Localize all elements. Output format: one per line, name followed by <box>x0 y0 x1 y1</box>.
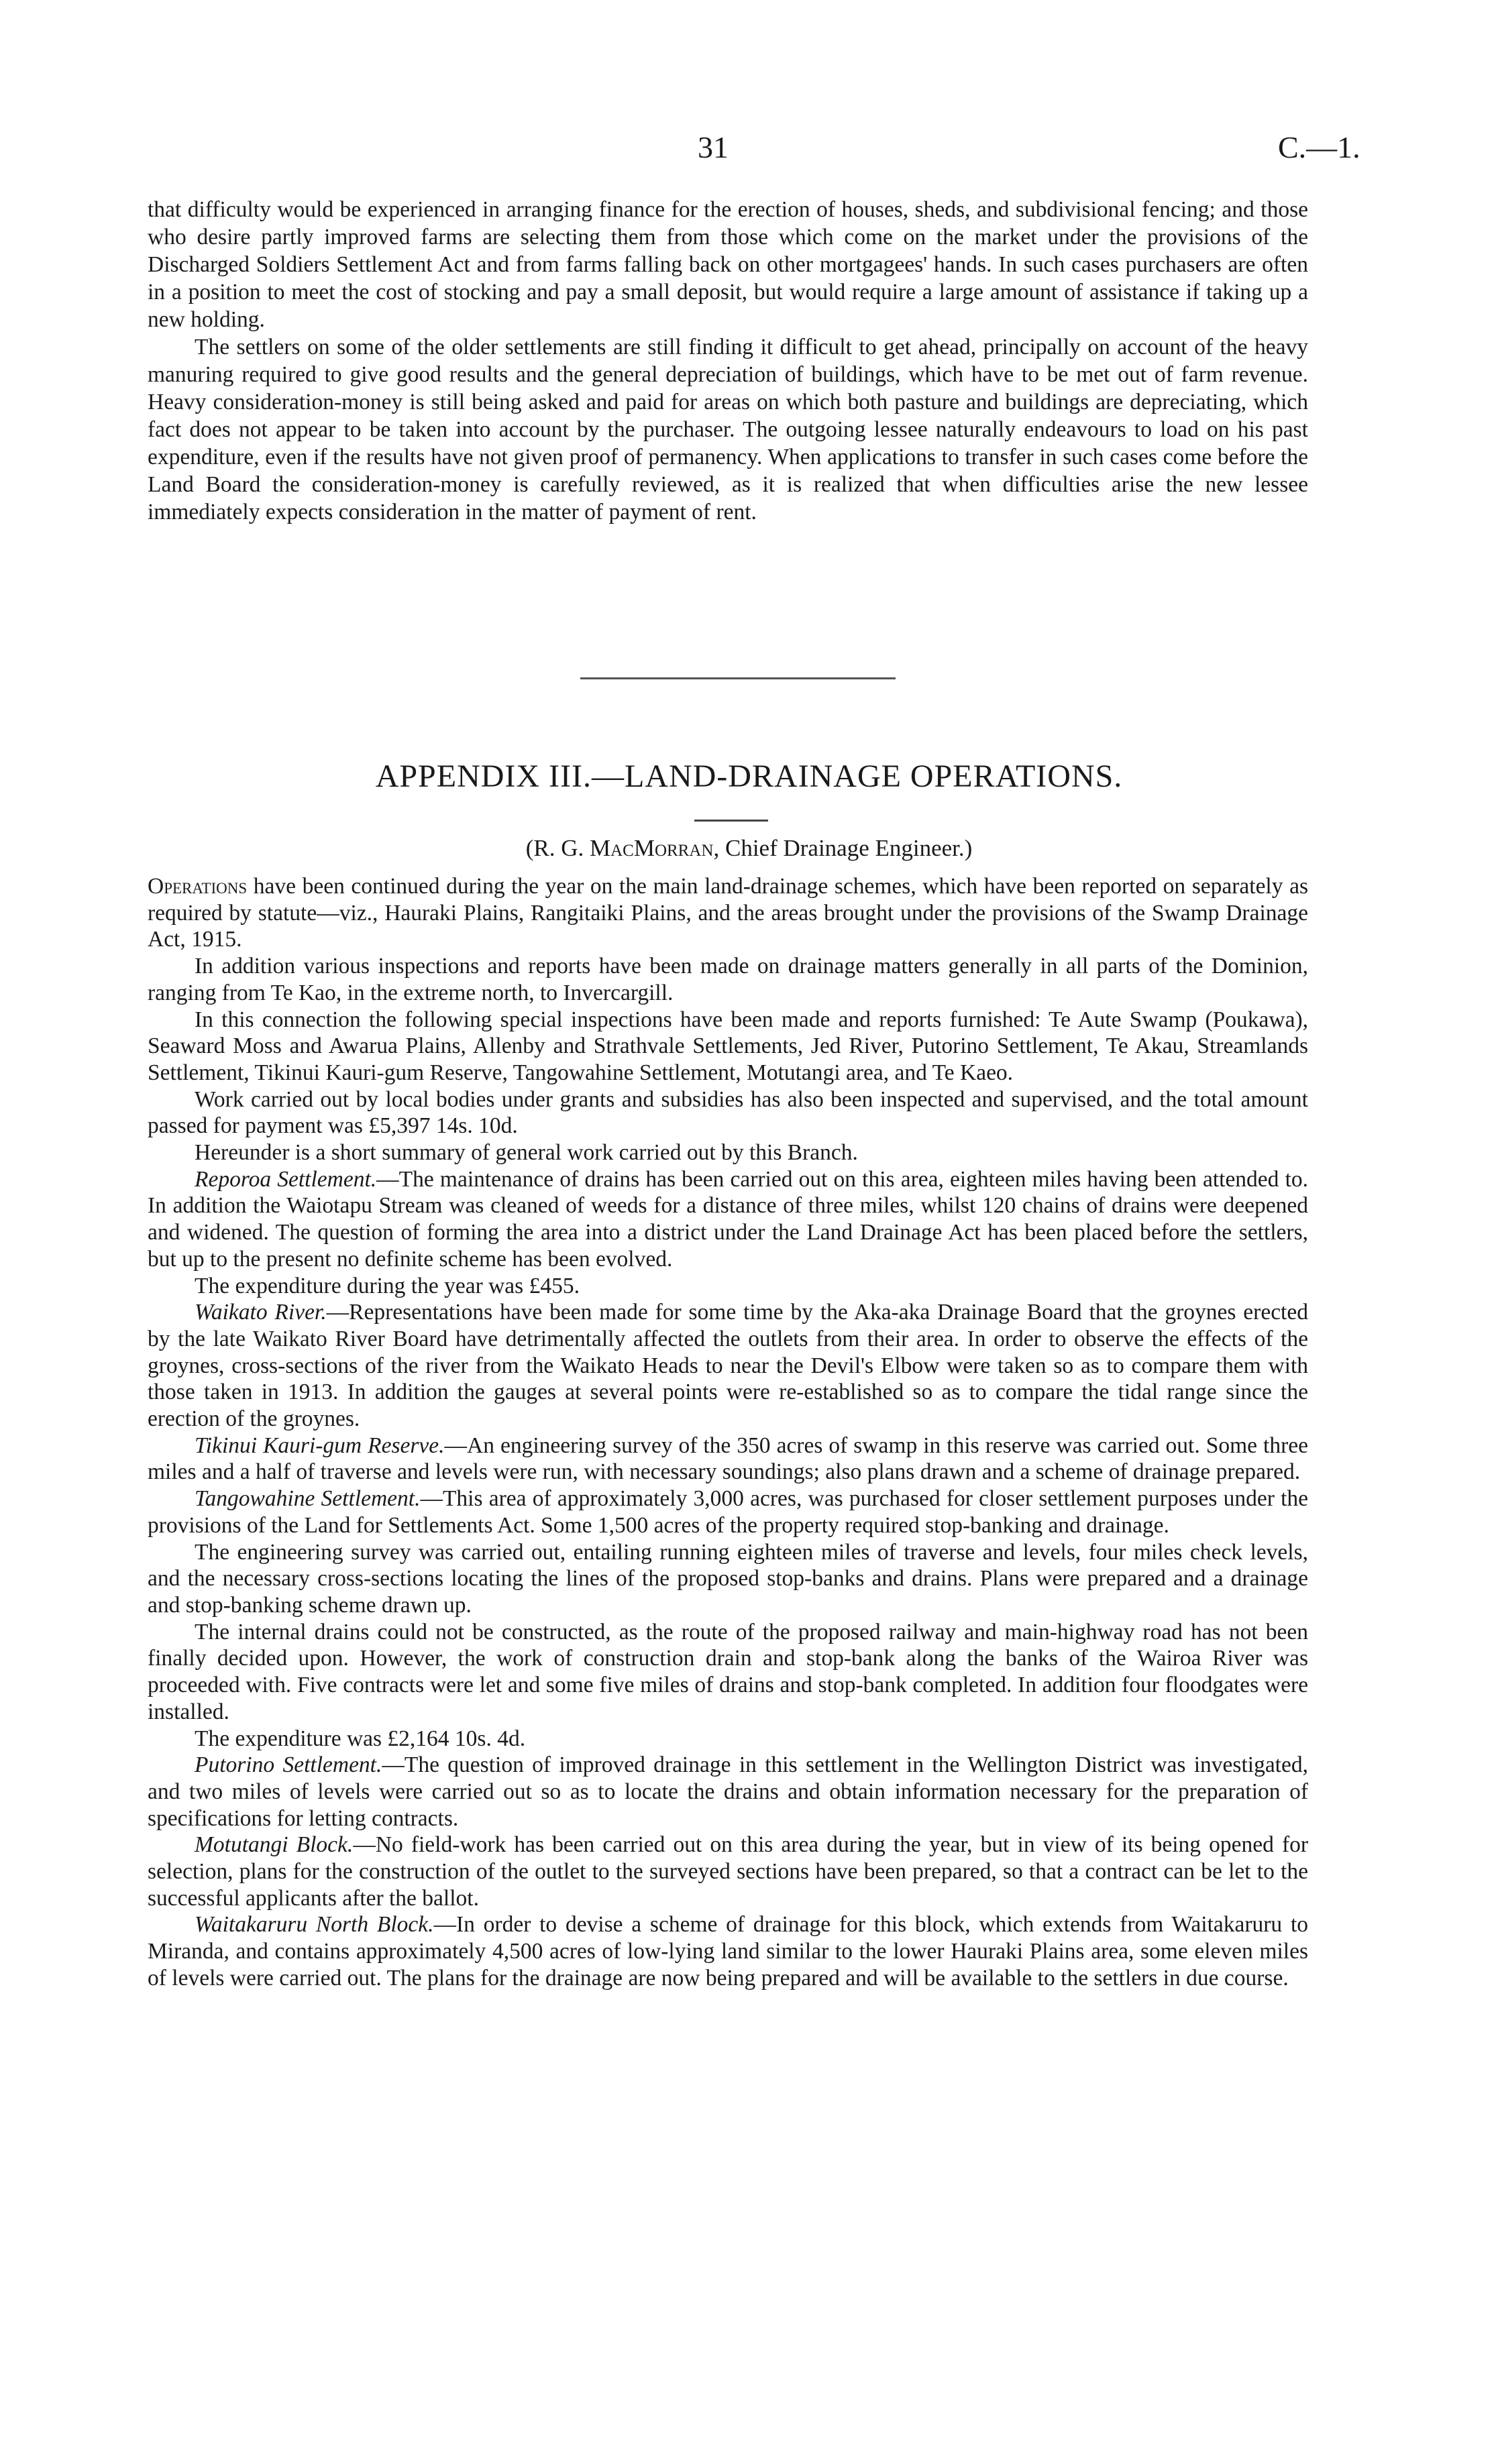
title-underline <box>694 820 768 822</box>
putorino-paragraph <box>148 1752 1308 1832</box>
tangowahine-survey-paragraph: The engineering survey was carried out, entailing running eighteen miles of traverse and levels, four miles check levels, and the necessary cross-sections locating the lines of the proposed stop-banks and drains. Plans were prepared and a drainage and stop-banking scheme drawn up. <box>148 1539 1308 1618</box>
opening-word: Operations <box>148 874 248 899</box>
inspections-paragraph: In addition various inspections and reports have been made on drainage matters generally in all parts of the Dominion, ranging from Te Kao, in the extreme north, to Invercargill. <box>148 954 1308 1005</box>
waitakaruru-paragraph <box>148 1911 1308 1991</box>
author-open: (R. G. <box>525 835 590 861</box>
waitakaruru-text: —In order to devise a scheme of drainage for this block, which extends from Waitakaruru to Miranda, and contains approximately 4,500 acres of low-lying land similar to the lower Hauraki Plains area, some eleven miles of levels were carried out. The plans for the drainage are now being prepared and will be available to the settlers in due course. <box>148 1912 1308 1991</box>
waikato-heading: Waikato River. <box>195 1300 327 1325</box>
author-line <box>0 835 1498 862</box>
appendix-text-block <box>148 873 1308 1992</box>
tikinui-paragraph <box>148 1433 1308 1486</box>
special-inspections-paragraph: In this connection the following special inspections have been made and reports furnished: Te Aute Swamp (Poukawa), Seaward Moss and Awarua Plains, Allenby and Strathvale Settlements, Jed River, Putorino Settlement, Te Akau, Streamlands Settlement, Tikinui Kauri-gum Reserve, Tangowahine Settlement, Motutangi area, and Te Kaeo. <box>148 1007 1308 1085</box>
putorino-heading: Putorino Settlement. <box>195 1752 382 1778</box>
hereunder-paragraph: Hereunder is a short summary of general work carried out by this Branch. <box>195 1140 858 1166</box>
putorino-text: —The question of improved drainage in this settlement in the Wellington District was investigated, and two miles of levels were carried out so as to locate the drains and obtain information necessary for the preparation of specifications for letting contracts. <box>148 1752 1308 1831</box>
local-bodies-paragraph: Work carried out by local bodies under grants and subsidies has also been inspected and supervised, and the total amount passed for payment was £5,397 14s. 10d. <box>148 1086 1308 1139</box>
motutangi-paragraph <box>148 1832 1308 1911</box>
intro-paragraph-1: that difficulty would be experienced in arranging finance for the erection of houses, sheds, and subdivisional fencing; and those who desire partly improved farms are selecting them from those which come on the market under the provisions of the Discharged Soldiers Settlement Act and from farms falling back on other mortgagees' hands. In such cases purchasers are often in a position to meet the cost of stocking and pay a small deposit, but would require a large amount of assistance if taking up a new holding. <box>148 197 1308 332</box>
reporoa-text: —The maintenance of drains has been carried out on this area, eighteen miles having been attended to. In addition the Waiotapu Stream was cleaned of weeds for a distance of three miles, whilst 120 chains of drains were deepened and widened. The question of forming the area into a district under the Land Drainage Act has been placed before the settlers, but up to the present no definite scheme has been evolved. <box>148 1166 1308 1272</box>
page-number: 31 <box>698 130 729 164</box>
waikato-text: —Representations have been made for some time by the Aka-aka Drainage Board that the groynes erected by the late Waikato River Board have detrimentally affected the outlets from their area. In order to observe the effects of the groynes, cross-sections of the river from the Waikato Heads to near the Devil's Elbow were taken so as to compare them with those taken in 1913. In addition the gauges at several points were re-established so as to compare the tidal range since the erection of the groynes. <box>148 1300 1308 1432</box>
appendix-title: APPENDIX III.—LAND-DRAINAGE OPERATIONS. <box>375 759 1123 794</box>
tikinui-text: —An engineering survey of the 350 acres of swamp in this reserve was carried out. Some three miles and a half of traverse and levels were run, with necessary soundings; also plans drawn and a scheme of drainage prepared. <box>148 1433 1308 1485</box>
tikinui-heading: Tikinui Kauri-gum Reserve. <box>195 1433 445 1458</box>
section-divider <box>580 677 896 679</box>
reporoa-paragraph <box>148 1166 1308 1273</box>
intro-text-block <box>148 196 1308 526</box>
motutangi-text: —No field-work has been carried out on this area during the year, but in view of its being opened for selection, plans for the construction of the outlet to the surveyed sections have been prepared, so that a contract can be let to the successful applicants after the ballot. <box>148 1832 1308 1911</box>
opening-rest: have been continued during the year on the main land-drainage schemes, which have been reported on separately as required by statute—viz., Hauraki Plains, Rangitaiki Plains, and the areas brought under the provisions of the Swamp Drainage Act, 1915. <box>148 874 1308 952</box>
tangowahine-heading: Tangowahine Settlement. <box>195 1486 421 1512</box>
document-reference: C.—1. <box>1278 130 1360 164</box>
reporoa-expenditure: The expenditure during the year was £455. <box>195 1273 580 1298</box>
author-name: MacMorran <box>589 835 714 861</box>
tangowahine-text: —This area of approximately 3,000 acres, was purchased for closer settlement purposes under the provisions of the Land for Settlements Act. Some 1,500 acres of the property required stop-banking and drainage. <box>148 1486 1308 1538</box>
tangowahine-expenditure: The expenditure was £2,164 10s. 4d. <box>195 1726 526 1751</box>
reporoa-heading: Reporoa Settlement. <box>195 1166 377 1192</box>
waikato-paragraph <box>148 1299 1308 1433</box>
tangowahine-internal-paragraph: The internal drains could not be constructed, as the route of the proposed railway and main-highway road has not been finally decided upon. However, the work of construction drain and stop-bank along the banks of the Wairoa River was proceeded with. Five contracts were let and some five miles of drains and stop-bank completed. In addition four floodgates were installed. <box>148 1619 1308 1724</box>
intro-paragraph-2: The settlers on some of the older settlements are still finding it difficult to get ahead, principally on account of the heavy manuring required to give good results and the general depreciation of buildings, which have to be met out of farm revenue. Heavy consideration-money is still being asked and paid for areas on which both pasture and buildings are depreciating, which fact does not appear to be taken into account by the purchaser. The outgoing lessee naturally endeavours to load on his past expenditure, even if the results have not given proof of permanency. When applications to transfer in such cases come before the Land Board the consideration-money is carefully reviewed, as it is realized that when difficulties arise the new lessee immediately expects consideration in the matter of payment of rent. <box>148 335 1308 524</box>
opening-paragraph <box>148 873 1308 953</box>
author-close: , Chief Drainage Engineer.) <box>713 835 973 861</box>
waitakaruru-heading: Waitakaruru North Block. <box>195 1912 434 1938</box>
motutangi-heading: Motutangi Block. <box>195 1832 354 1858</box>
tangowahine-paragraph <box>148 1486 1308 1538</box>
